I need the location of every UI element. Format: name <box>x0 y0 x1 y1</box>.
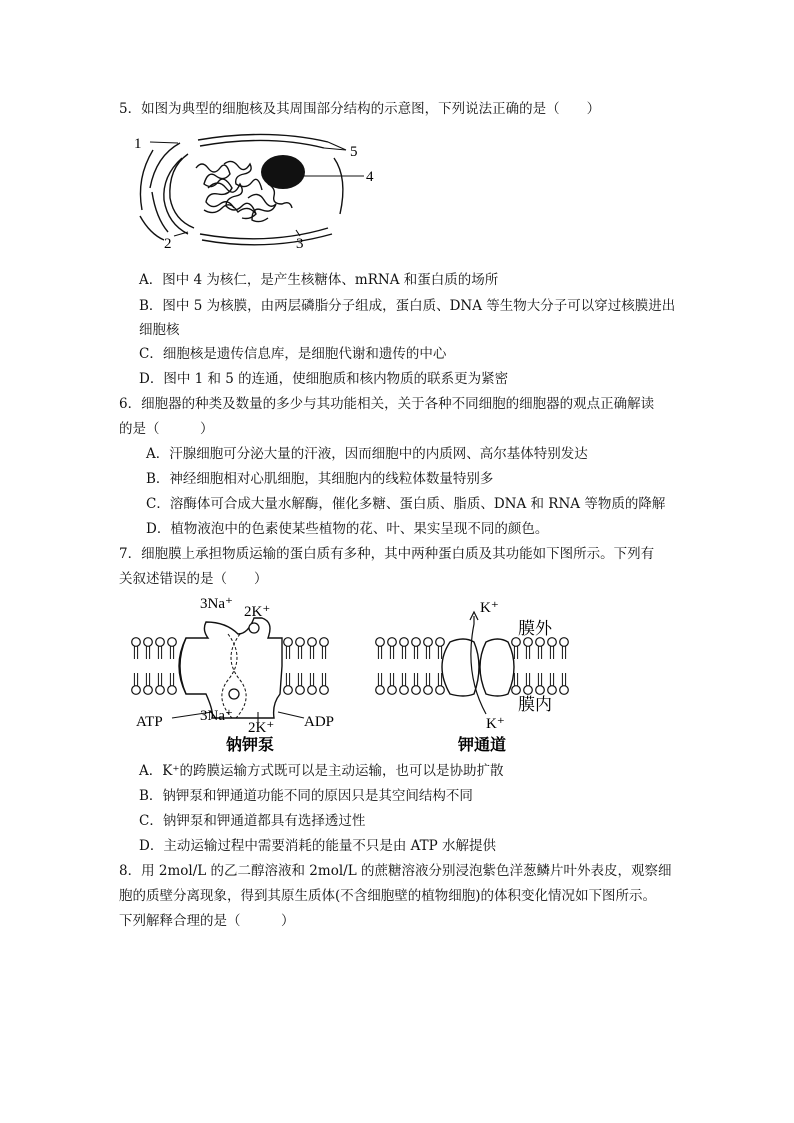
q6-stem-line2: 的是（ ） <box>119 421 214 437</box>
q5-option-a: A．图中 4 为核仁，是产生核糖体、mRNA 和蛋白质的场所 <box>139 272 499 288</box>
k-bottom-label: 2K⁺ <box>248 720 275 736</box>
k-top-label: 2K⁺ <box>244 604 271 620</box>
q8-stem-line1: 8．用 2mol/L 的乙二醇溶液和 2mol/L 的蔗糖溶液分别浸泡紫色洋葱鳞片叶外表皮，观察细 <box>119 863 672 879</box>
q7-stem-line2: 关叙述错误的是（ ） <box>119 571 268 587</box>
nucleus-diagram <box>128 128 388 252</box>
k-out-label: K⁺ <box>480 600 499 616</box>
channel-caption: 钾通道 <box>458 737 507 754</box>
na-top-label: 3Na⁺ <box>200 596 233 612</box>
q6-option-d: D．植物液泡中的色素使某些植物的花、叶、果实呈现不同的颜色。 <box>146 521 549 537</box>
label-4: 4 <box>366 169 374 185</box>
q6-stem-line1: 6．细胞器的种类及数量的多少与其功能相关，关于各种不同细胞的细胞器的观点正确解读 <box>119 396 655 412</box>
label-5: 5 <box>350 144 358 160</box>
q5-option-d: D．图中 1 和 5 的连通，使细胞质和核内物质的联系更为紧密 <box>139 371 509 387</box>
q6-option-a: A．汗腺细胞可分泌大量的汗液，因而细胞中的内质网、高尔基体特别发达 <box>146 446 588 462</box>
q7-option-c: C．钠钾泵和钾通道都具有选择透过性 <box>139 813 366 829</box>
q7-option-a: A．K⁺的跨膜运输方式既可以是主动运输，也可以是协助扩散 <box>139 763 504 779</box>
q5-option-b: B．图中 5 为核膜，由两层磷脂分子组成，蛋白质、DNA 等生物大分子可以穿过核膜进出 <box>139 298 676 314</box>
q5-stem: 5．如图为典型的细胞核及其周围部分结构的示意图，下列说法正确的是（ ） <box>119 101 601 117</box>
q6-option-b: B．神经细胞相对心肌细胞，其细胞内的线粒体数量特别多 <box>146 471 494 487</box>
q5-option-c: C．细胞核是遗传信息库，是细胞代谢和遗传的中心 <box>139 346 447 362</box>
na-bottom-label: 3Na⁺ <box>200 708 233 724</box>
membrane-transport-diagram <box>128 594 588 756</box>
outside-label: 膜外 <box>518 619 552 638</box>
q5-option-b-cont: 细胞核 <box>139 322 180 338</box>
q8-stem-line3: 下列解释合理的是（ ） <box>119 913 295 929</box>
q7-option-d: D．主动运输过程中需要消耗的能量不只是由 ATP 水解提供 <box>139 838 497 854</box>
pump-caption: 钠钾泵 <box>226 737 275 754</box>
label-1: 1 <box>134 136 142 152</box>
q7-option-b: B．钠钾泵和钾通道功能不同的原因只是其空间结构不同 <box>139 788 473 804</box>
q8-stem-line2: 胞的质壁分离现象，得到其原生质体(不含细胞壁的植物细胞)的体积变化情况如下图所示。 <box>119 888 657 904</box>
label-3: 3 <box>296 236 304 252</box>
adp-label: ADP <box>304 714 335 730</box>
inside-label: 膜内 <box>518 695 552 714</box>
label-2: 2 <box>164 236 172 252</box>
k-in-label: K⁺ <box>486 716 505 732</box>
q6-option-c: C．溶酶体可合成大量水解酶，催化多糖、蛋白质、脂质、DNA 和 RNA 等物质的降解 <box>146 496 666 512</box>
atp-label: ATP <box>136 714 163 730</box>
q7-stem-line1: 7．细胞膜上承担物质运输的蛋白质有多种，其中两种蛋白质及其功能如下图所示。下列有 <box>119 546 655 562</box>
